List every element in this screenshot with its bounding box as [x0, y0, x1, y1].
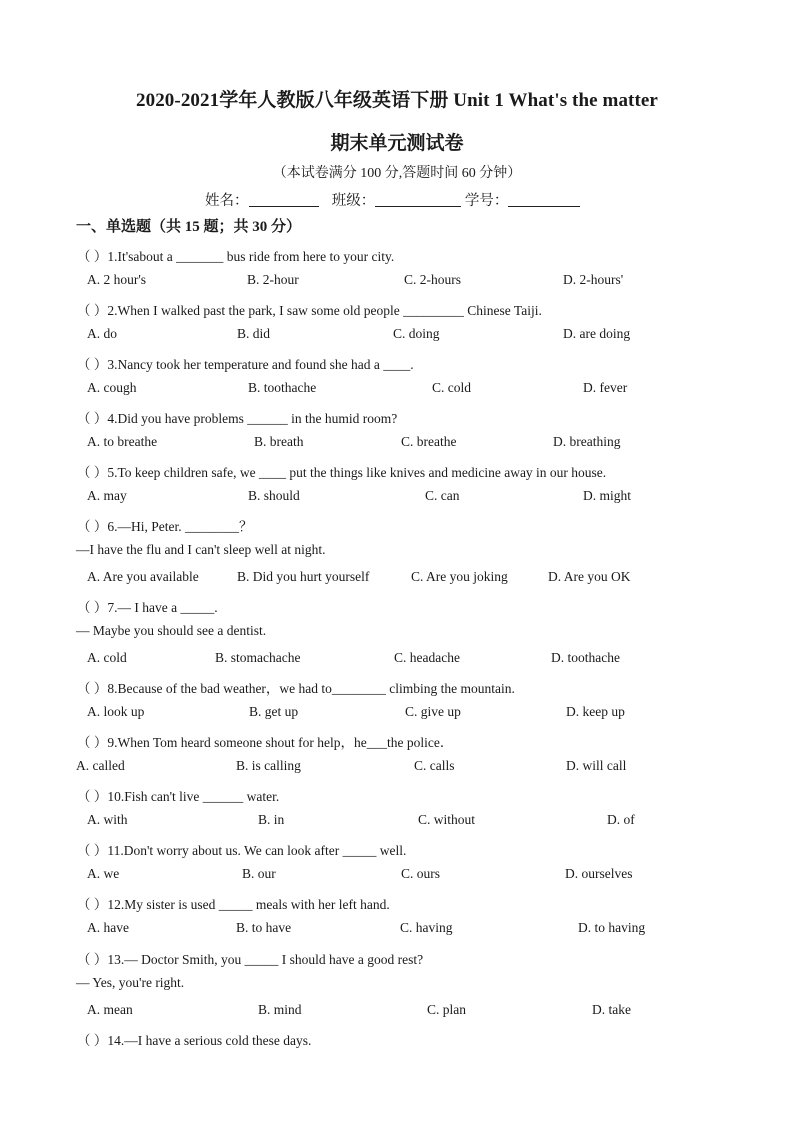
option-d[interactable]: D. 2-hours' [563, 272, 624, 287]
question-stem: （ ）3.Nancy took her temperature and found she had a ____. [77, 357, 414, 372]
name-label: 姓名： [205, 193, 249, 209]
option-d[interactable]: D. Are you OK [548, 569, 631, 584]
option-a[interactable]: A. may [87, 488, 127, 503]
dialogue-line: — Yes, you're right. [76, 975, 185, 990]
option-b[interactable]: B. is calling [236, 758, 301, 773]
option-b[interactable]: B. to have [236, 920, 292, 935]
option-d[interactable]: D. breathing [553, 434, 621, 449]
question-stem: （ ）5.To keep children safe, we ____ put the things like knives and medicine away in our house. [77, 465, 607, 480]
option-a[interactable]: A. called [76, 758, 125, 773]
option-c[interactable]: C. Are you joking [411, 569, 508, 584]
option-a[interactable]: A. with [87, 812, 128, 827]
question-stem: （ ）2.When I walked past the park, I saw some old people _________ Chinese Taiji. [77, 303, 542, 318]
option-d[interactable]: D. will call [566, 758, 627, 773]
dialogue-line: — Maybe you should see a dentist. [76, 623, 267, 638]
section-title: 一、单选题（共 15 题；共 30 分） [76, 219, 302, 235]
option-b[interactable]: B. stomachache [215, 650, 301, 665]
option-d[interactable]: D. of [607, 812, 635, 827]
question-stem: （ ）9.When Tom heard someone shout for help，he___the police． [77, 735, 454, 750]
option-d[interactable]: D. toothache [551, 650, 620, 665]
option-c[interactable]: C. cold [432, 380, 471, 395]
option-a[interactable]: A. look up [87, 704, 145, 719]
id-label: 学号： [464, 193, 509, 209]
id-blank[interactable] [508, 192, 580, 207]
exam-note: （本试卷满分 100 分,答题时间 60 分钟） [272, 166, 522, 181]
option-a[interactable]: A. to breathe [87, 434, 158, 449]
option-a[interactable]: A. 2 hour's [87, 272, 147, 287]
option-c[interactable]: C. breathe [401, 434, 457, 449]
option-c[interactable]: C. doing [393, 326, 440, 341]
option-c[interactable]: C. plan [427, 1002, 466, 1017]
option-c[interactable]: C. give up [405, 704, 461, 719]
option-b[interactable]: B. toothache [248, 380, 317, 395]
dialogue-line: —I have the flu and I can't sleep well at night. [76, 542, 326, 557]
option-a[interactable]: A. cough [87, 380, 137, 395]
option-c[interactable]: C. having [400, 920, 453, 935]
question-stem: （ ）1.It'sabout a _______ bus ride from here to your city. [77, 249, 395, 264]
question-stem: （ ）8.Because of the bad weather，we had to________ climbing the mountain. [77, 681, 515, 696]
option-d[interactable]: D. are doing [563, 326, 631, 341]
page-title: 2020-2021学年人教版八年级英语下册 Unit 1 What's the matter [136, 90, 658, 111]
option-d[interactable]: D. take [592, 1002, 631, 1017]
question-stem: （ ）14.—I have a serious cold these days. [77, 1033, 312, 1048]
option-c[interactable]: C. 2-hours [404, 272, 461, 287]
option-c[interactable]: C. without [418, 812, 476, 827]
question-stem: （ ）13.— Doctor Smith, you _____ I should have a good rest? [77, 952, 424, 967]
question-stem: （ ）10.Fish can't live ______ water. [77, 789, 280, 804]
question-stem: （ ）11.Don't worry about us. We can look after _____ well. [77, 843, 407, 858]
class-label: 班级： [331, 193, 376, 209]
option-b[interactable]: B. get up [249, 704, 299, 719]
option-b[interactable]: B. our [242, 866, 276, 881]
option-d[interactable]: D. ourselves [565, 866, 633, 881]
page-subtitle: 期末单元测试卷 [330, 133, 464, 154]
option-a[interactable]: A. Are you available [87, 569, 199, 584]
question-stem: （ ）7.— I have a _____. [77, 600, 218, 615]
option-d[interactable]: D. fever [583, 380, 628, 395]
option-a[interactable]: A. we [87, 866, 120, 881]
option-d[interactable]: D. keep up [566, 704, 625, 719]
option-b[interactable]: B. 2-hour [247, 272, 299, 287]
option-b[interactable]: B. did [237, 326, 271, 341]
option-c[interactable]: C. can [425, 488, 460, 503]
option-c[interactable]: C. ours [401, 866, 441, 881]
student-info [205, 189, 580, 210]
option-c[interactable]: C. headache [394, 650, 460, 665]
option-d[interactable]: D. might [583, 488, 632, 503]
question-stem: （ ）4.Did you have problems ______ in the humid room? [77, 411, 398, 426]
option-a[interactable]: A. cold [87, 650, 127, 665]
option-d[interactable]: D. to having [578, 920, 646, 935]
name-blank[interactable] [249, 192, 319, 207]
option-a[interactable]: A. mean [87, 1002, 133, 1017]
option-b[interactable]: B. Did you hurt yourself [237, 569, 370, 584]
option-b[interactable]: B. should [248, 488, 300, 503]
option-a[interactable]: A. do [87, 326, 117, 341]
option-b[interactable]: B. mind [258, 1002, 302, 1017]
option-c[interactable]: C. calls [414, 758, 455, 773]
option-b[interactable]: B. in [258, 812, 285, 827]
option-a[interactable]: A. have [87, 920, 129, 935]
question-stem: （ ）12.My sister is used _____ meals with her left hand. [77, 897, 390, 912]
option-b[interactable]: B. breath [254, 434, 304, 449]
class-blank[interactable] [375, 192, 461, 207]
question-stem: （ ）6.—Hi, Peter. ________？ [77, 519, 253, 534]
